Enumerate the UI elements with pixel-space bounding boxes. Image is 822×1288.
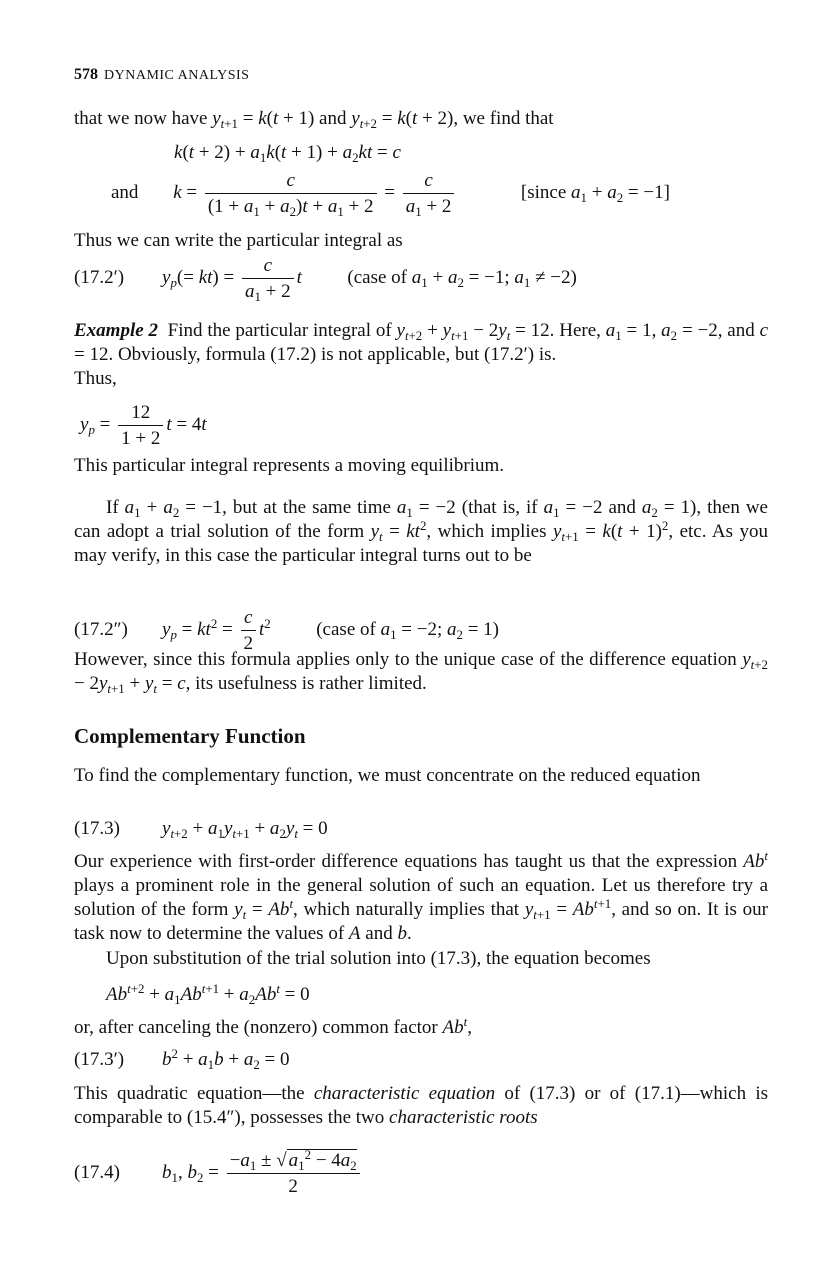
equation-17-2-prime: (17.2′) $y_p(= kt)$ = $\frac{c}{a_1 + 2}$ t (case of $a_1 + a_2 = -1$; $a_1 \ne -2$) [74, 255, 577, 304]
case-label: (case of [347, 267, 408, 289]
text-line: Upon substitution of the trial solution into (17.3), the equation becomes [106, 948, 651, 969]
text-line: or, after canceling the (nonzero) common factor Ab$^t$, [74, 1013, 472, 1038]
equation-line: $k(t + 2) + a_1k(t + 1) + a_2kt = c$ [174, 142, 401, 165]
case-label: (case of [316, 619, 376, 641]
equation-17-3: (17.3) $y_{t+2} + a_1y_{t+1} + a_2y_t = 0$ [74, 818, 328, 841]
text-line: that we now have $y_{t+1} = k(t + 1)$ and $y_{t+2} = k(t + 2)$, we find that [74, 108, 554, 131]
equation-17-2-double-prime: (17.2″) $y_p = kt^2$ = $\frac{c}{2}$ $t^2$ (case of $a_1 = -2$; $a_2 = 1$) [74, 607, 500, 654]
equation-number: (17.2′) [74, 267, 125, 289]
equation-example-result: $y_p$ = $\frac{12}{1 + 2}$ t = 4t [80, 402, 207, 449]
equation-17-4: (17.4) $b_1$, $b_2$ = $\frac{-a_1 \pm √ a_1^2 - 4a_2}{2}$ [74, 1150, 363, 1198]
characteristic-paragraph: This quadratic equation—the characteristic equation of (17.3) or of (17.1)—which is comparable to (15.4″), possesses the two characteristic roots [74, 1083, 768, 1128]
since-label: [since [520, 182, 567, 204]
experience-paragraph: Our experience with first-order difference equations has taught us that the expression Ab$^t$ plays a prominent role in the general solution of such an equation. Let us therefore try a solution of the form $y_t = Ab^t$, which naturally implies that $y_{t+1} = Ab^{t+1}$, and so on. It is our task now to determine the values of A and b. [74, 847, 769, 944]
equation-number: (17.3) [74, 818, 120, 839]
equation-k: and k = $\frac{c}{(1 + a_1 + a_2)t + a_1 + 2}$ = $\frac{c}{a_1 + 2}$ [since $a_1 + a_2 = -1$] [111, 170, 670, 219]
text-line: This particular integral represents a moving equilibrium. [74, 455, 505, 476]
reduced-equation-paragraph: To find the complementary function, we must concentrate on the reduced equation [74, 765, 701, 786]
however-paragraph: However, since this formula applies only to the unique case of the difference equation $y_{t+2} - 2y_{t+1} + y_t = c$, its usefulness is rather limited. [74, 649, 768, 696]
text-line: Thus we can write the particular integral as [74, 230, 403, 251]
and-label: and [111, 182, 139, 204]
example-label: Example 2 [74, 320, 158, 341]
equation-number: (17.4) [74, 1162, 120, 1184]
running-header [74, 66, 249, 84]
running-title: DYNAMIC ANALYSIS [104, 68, 250, 83]
equation-17-3-prime: (17.3′) $b^2 + a_1b + a_2 = 0$ [74, 1045, 290, 1072]
equation-substituted: $Ab^{t+2} + a_1Ab^{t+1} + a_2Ab^t = 0$ [106, 980, 310, 1007]
special-case-paragraph: If $a_1 + a_2 = -1$, but at the same time $a_1 = -2$ (that is, if $a_1 = -2$ and $a_2 = 1$), then we can adopt a trial solution of the form $y_t = kt^2$, which implies $y_{t+1} = k(t + 1)^2$, etc. As you may verify, in this case the particular integral turns out to be [74, 497, 768, 566]
equation-number: (17.3′) [74, 1049, 125, 1070]
equation-number: (17.2″) [74, 619, 128, 641]
section-heading: Complementary Function [74, 724, 306, 748]
example-paragraph: Example 2 Find the particular integral of $y_{t+2} + y_{t+1} - 2y_t = 12$. Here, $a_1 = 1$, $a_2 = -2$, and c = 12. Obviously, formula (17.2) is not applicable, but (17.2′) is. Thus, [74, 320, 768, 389]
page-number: 578 [74, 66, 98, 83]
